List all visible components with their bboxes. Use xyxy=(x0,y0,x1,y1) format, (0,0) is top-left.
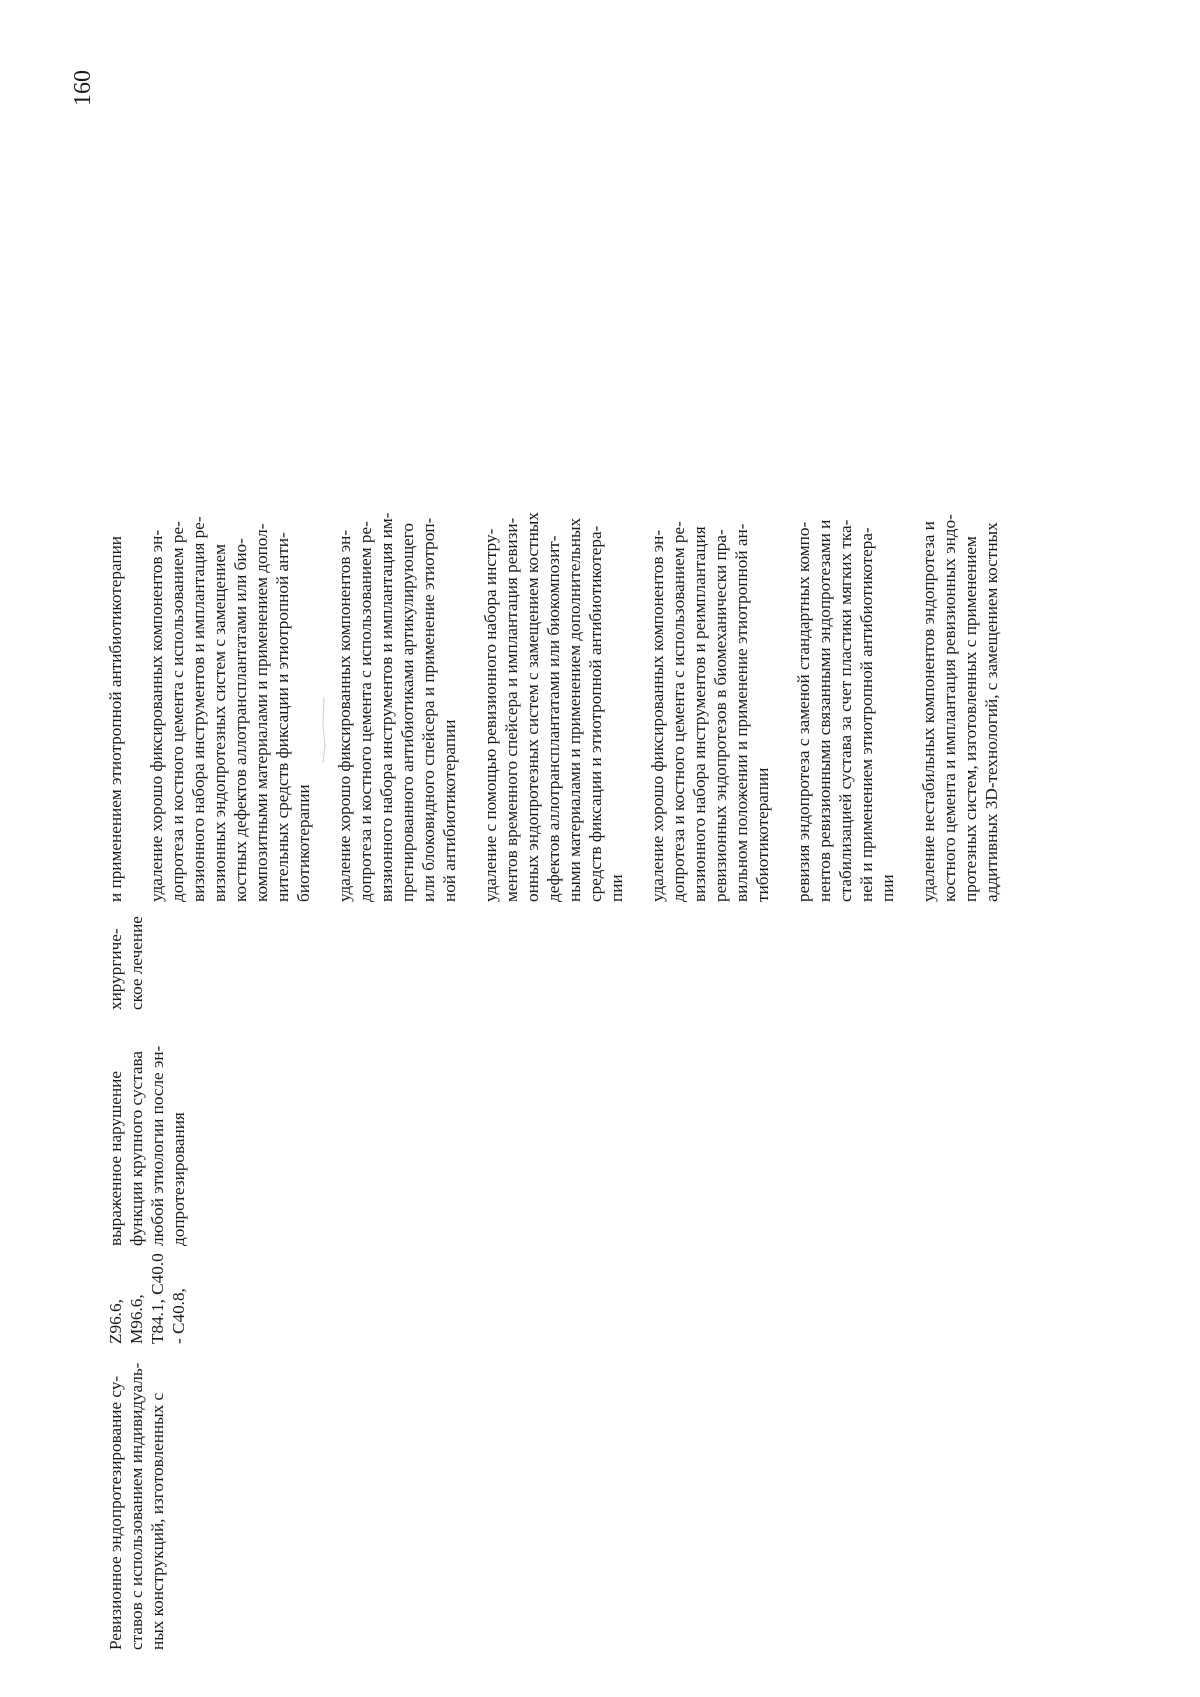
method-line: визионного набора инструментов и имплантация им- xyxy=(377,512,396,902)
method-entry xyxy=(918,437,1002,902)
page-number xyxy=(68,58,98,118)
method-entry xyxy=(647,437,773,902)
method-line: удаление хорошо фиксированных компонентов эн- xyxy=(147,529,166,902)
icd-code-line: Z96.6, xyxy=(106,1299,125,1344)
method-line: допротеза и костного цемента с использованием ре- xyxy=(356,521,375,902)
method-line: удаление хорошо фиксированных компонентов эн- xyxy=(648,529,667,902)
method-line: визионного набора инструментов и реимплантация xyxy=(690,526,709,902)
method-line: ными материалами и применением дополнительных xyxy=(565,517,584,902)
method-line: тибиотикотерапии xyxy=(753,767,772,902)
method-entry xyxy=(146,437,314,902)
method-line: пии xyxy=(607,874,626,902)
patient-model-line: допротезирования xyxy=(169,1112,188,1246)
method-line: костного цемента и имплантация ревизионных эндо- xyxy=(940,514,959,902)
method-line: или блоковидного спейсера и применение этиотроп- xyxy=(419,517,438,902)
method-line: ной антибиотикотерапии xyxy=(440,719,459,902)
method-line: удаление с помощью ревизионного набора инстру- xyxy=(481,528,500,902)
patient-model-column xyxy=(105,1031,189,1246)
method-line: удаление нестабильных компонентов эндопротеза и xyxy=(919,521,938,902)
treatment-name-column xyxy=(105,1362,168,1650)
method-line: протезных систем, изготовленных с применением xyxy=(961,536,980,902)
patient-model-line: выраженное нарушение xyxy=(106,1071,125,1246)
method-entry xyxy=(480,437,627,902)
method-line: средств фиксации и этиотропной антибиотикотера- xyxy=(586,525,605,902)
method-line: и применением этиотропной антибиотикотерапии xyxy=(106,536,125,902)
method-line: допротеза и костного цемента с использованием ре- xyxy=(168,521,187,902)
method-line: композитными материалами и применением допол- xyxy=(252,523,271,902)
method-line: ней и применением этиотропной антибиотикотера- xyxy=(857,527,876,902)
method-line: нительных средств фиксации и этиотропной анти- xyxy=(273,532,292,902)
method-line: прегнированного антибиотиками артикулирующего xyxy=(398,522,417,902)
method-line: дефектов аллотрансплантатами или биокомпозит- xyxy=(544,535,563,902)
icd-code-line: T84.1, C40.0 xyxy=(148,1253,167,1344)
method-entry xyxy=(793,437,898,902)
method-line: визионного набора инструментов и имплантация ре- xyxy=(189,516,208,902)
method-line: онных эндопротезных систем с замещением костных xyxy=(523,512,542,902)
treatment-name-line: ставов с использованием индивидуаль- xyxy=(127,1362,146,1650)
method-line: стабилизацией сустава за счет пластики мягких тка- xyxy=(836,519,855,902)
method-line: аддитивных 3D-технологий, с замещением костных xyxy=(982,522,1001,902)
treatment-type-column xyxy=(105,910,147,1010)
method-entry xyxy=(105,437,126,902)
method-line: костных дефектов аллотрансплантатами или био- xyxy=(231,538,250,902)
treatment-type-line: хирургиче- xyxy=(106,928,125,1010)
method-line: ментов временного спейсера и имплантация ревизи- xyxy=(502,517,521,902)
treatment-type-line: ское лечение xyxy=(127,916,146,1010)
method-line: визионных эндопротезных систем с замещением xyxy=(210,544,229,902)
page-number-text: 160 xyxy=(70,70,96,106)
patient-model-line: любой этиологии после эн- xyxy=(148,1045,167,1246)
method-line: допротеза и костного цемента с использованием ре- xyxy=(669,521,688,902)
patient-model-line: функции крупного сустава xyxy=(127,1050,146,1246)
method-line: вильном положении и применение этиотропной ан- xyxy=(732,523,751,902)
method-entry xyxy=(334,437,460,902)
method-line: нентов ревизионными связанными эндопротезами и xyxy=(815,519,834,902)
icd-code-line: M96.6, xyxy=(127,1294,146,1344)
method-line: ревизия эндопротеза с заменой стандартных компо- xyxy=(794,521,813,902)
icd-codes-column xyxy=(105,1253,189,1344)
rotated-table-content xyxy=(105,255,1040,1650)
treatment-method-column xyxy=(105,437,1002,902)
method-line: удаление хорошо фиксированных компонентов эн- xyxy=(335,529,354,902)
method-line: ревизионных эндопротезов в биомеханически пра- xyxy=(711,529,730,902)
treatment-name-line: Ревизионное эндопротезирование су- xyxy=(106,1375,125,1650)
icd-code-line: - C40.8, xyxy=(169,1288,188,1344)
treatment-name-line: ных конструкций, изготовленных с xyxy=(148,1392,167,1650)
method-line: пии xyxy=(878,874,897,902)
method-line: биотикотерапии xyxy=(294,784,313,902)
